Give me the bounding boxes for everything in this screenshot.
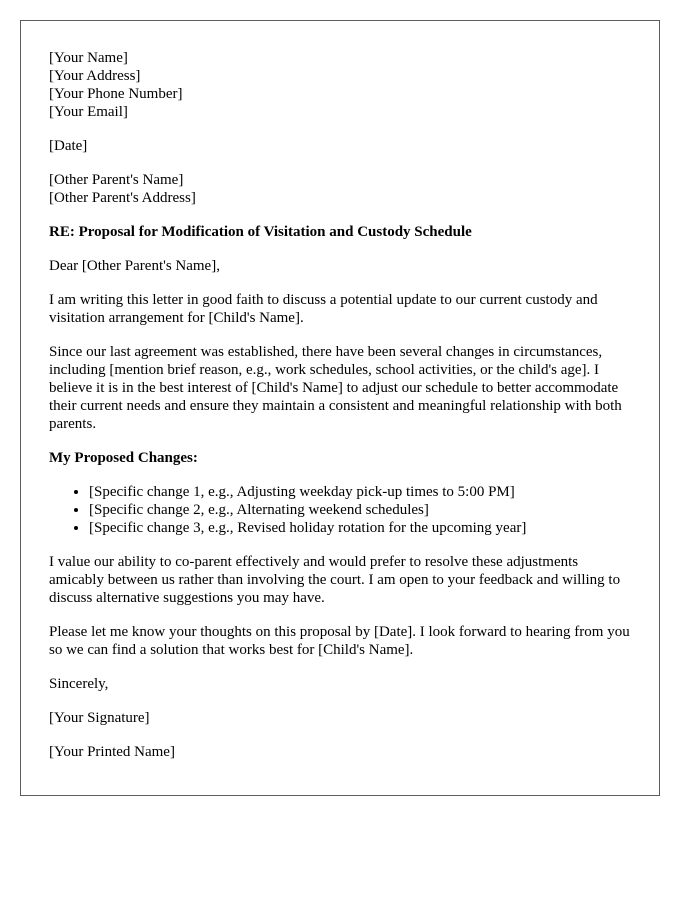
recipient-name: [Other Parent's Name] xyxy=(49,172,184,188)
signoff: Sincerely, xyxy=(49,676,109,692)
printed-name: [Your Printed Name] xyxy=(49,744,175,760)
letter-page xyxy=(20,20,660,796)
list-item: • [Specific change 3, e.g., Revised holiday rotation for the upcoming year] xyxy=(89,519,631,537)
signature-line: [Your Signature] xyxy=(49,710,150,726)
intro-paragraph: I am writing this letter in good faith to discuss a potential update to our current custody and visitation arrangement for [Child's Name]. xyxy=(49,292,598,326)
sender-phone: [Your Phone Number] xyxy=(49,86,183,102)
sender-address: [Your Address] xyxy=(49,68,141,84)
salutation: Dear [Other Parent's Name], xyxy=(49,258,220,274)
sender-block xyxy=(49,49,631,121)
recipient-block xyxy=(49,171,631,207)
proposed-changes-heading: My Proposed Changes: xyxy=(49,450,198,466)
closing-paragraph: Please let me know your thoughts on this proposal by [Date]. I look forward to hearing from you so we can find a solution that works best for [Child's Name]. xyxy=(49,624,630,658)
date-block xyxy=(49,137,631,155)
sender-name: [Your Name] xyxy=(49,50,128,66)
recipient-address: [Other Parent's Address] xyxy=(49,190,196,206)
reason-paragraph: Since our last agreement was established, there have been several changes in circumstances, including [mention brief reason, e.g., work schedules, school activities, or the child's age]. I believe it is in the best interest of [Child's Name] to adjust our schedule to better accommodate their current needs and ensure they maintain a consistent and meaningful relationship with both parents. xyxy=(49,344,622,432)
value-paragraph: I value our ability to co-parent effectively and would prefer to resolve these adjustments amicably between us rather than involving the court. I am open to your feedback and willing to discuss alternative suggestions you may have. xyxy=(49,554,621,606)
proposed-changes-list xyxy=(49,483,631,537)
list-item: • [Specific change 2, e.g., Alternating weekend schedules] xyxy=(89,501,631,519)
subject-line: RE: Proposal for Modification of Visitation and Custody Schedule xyxy=(49,224,472,240)
letter-date: [Date] xyxy=(49,138,88,154)
sender-email: [Your Email] xyxy=(49,104,128,120)
list-item: • [Specific change 1, e.g., Adjusting weekday pick-up times to 5:00 PM] xyxy=(89,483,631,501)
